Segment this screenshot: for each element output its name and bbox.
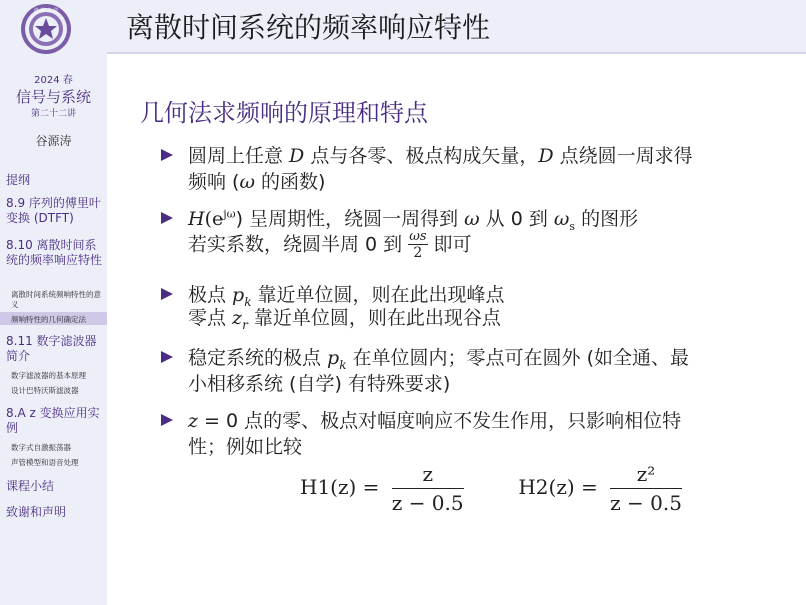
course-title: 信号与系统	[15, 88, 91, 106]
omega-s-over-2-fraction: $\frac{\omega s}{2}$	[409, 229, 427, 261]
svg-text:清 华 大 学: 清 华 大 学	[33, 8, 59, 14]
year-label: 2024 春	[34, 75, 73, 86]
toc-summary[interactable]: 课程小结	[6, 479, 55, 493]
toc-sub-oscillator[interactable]: 数字式自激振荡器	[11, 443, 71, 452]
bullet-icon	[161, 209, 179, 227]
bullet-icon	[161, 146, 179, 164]
toc-sub-geometric[interactable]: 频响特性的几何确定法	[11, 315, 86, 324]
title-divider	[107, 52, 806, 54]
h2-fraction: $\frac{\text{z²}}{z - 0.5}$	[610, 462, 682, 515]
bullet-icon	[161, 285, 179, 303]
section-heading: 几何法求频响的原理和特点	[140, 99, 428, 127]
bullet-3-line-1: 极点 $p_k$ 靠近单位圆，则在此出现峰点	[188, 284, 505, 309]
bullet-icon	[161, 411, 179, 429]
toc-sub-butterworth[interactable]: 设计巴特沃斯滤波器	[11, 386, 79, 395]
toc-frequency-response[interactable]: 8.10 离散时间系统的频率响应特性	[6, 238, 103, 267]
author-name: 谷源涛	[35, 134, 72, 148]
bullet-3-line-2: 零点 $z_r$ 靠近单位圆，则在此出现谷点	[188, 307, 501, 332]
toc-sub-filter-principle[interactable]: 数字滤波器的基本原理	[11, 371, 86, 380]
toc-sub-meaning[interactable]: 离散时间系统频响特性的意义	[11, 290, 101, 309]
bullet-1-line-2: 频响 (ω 的函数)	[188, 171, 326, 193]
bullet-5-line-1: z = 0 点的零、极点对幅度响应不发生作用，只影响相位特	[188, 410, 682, 432]
toc-dtft[interactable]: 8.9 序列的傅里叶变换 (DTFT)	[6, 196, 101, 225]
h2-lhs: H2(z) =	[518, 475, 598, 499]
toc-acknowledgement[interactable]: 致谢和声明	[6, 505, 67, 519]
h1-fraction: $\frac{z}{z - 0.5}$	[391, 462, 464, 515]
university-seal-icon	[20, 3, 72, 55]
bullet-icon	[161, 348, 179, 366]
lecture-number: 第二十二讲	[30, 109, 76, 119]
sidebar	[0, 0, 107, 605]
title-bar	[107, 0, 806, 52]
bullet-2-line-1: $H(e^{j\omega})$ 呈周期性，绕圆一周得到 ω 从 0 到 $\omega_s$ 的图形	[188, 207, 639, 233]
bullet-2-line-2: 若实系数，绕圆半周 0 到 $\frac{\omega s}{2}$ 即可	[188, 229, 472, 261]
toc-z-transform-app[interactable]: 8.A z 变换应用实例	[6, 406, 100, 435]
toc-sub-vocal-tract[interactable]: 声管模型和语音处理	[11, 458, 79, 467]
bullet-4-line-1: 稳定系统的极点 $p_k$ 在单位圆内；零点可在圆外 (如全通、最	[188, 347, 689, 372]
bullet-4-line-2: 小相移系统 (自学) 有特殊要求)	[188, 373, 451, 395]
h1-lhs: H1(z) =	[300, 475, 380, 499]
slide-title: 离散时间系统的频率响应特性	[126, 11, 491, 44]
toc-outline[interactable]: 提纲	[6, 173, 31, 187]
transfer-function-formula	[300, 462, 688, 515]
bullet-5-line-2: 性；例如比较	[188, 436, 303, 458]
bullet-1-line-1: 圆周上任意 D 点与各零、极点构成矢量，D 点绕圆一周求得	[188, 145, 693, 167]
toc-digital-filter[interactable]: 8.11 数字滤波器简介	[6, 334, 97, 363]
